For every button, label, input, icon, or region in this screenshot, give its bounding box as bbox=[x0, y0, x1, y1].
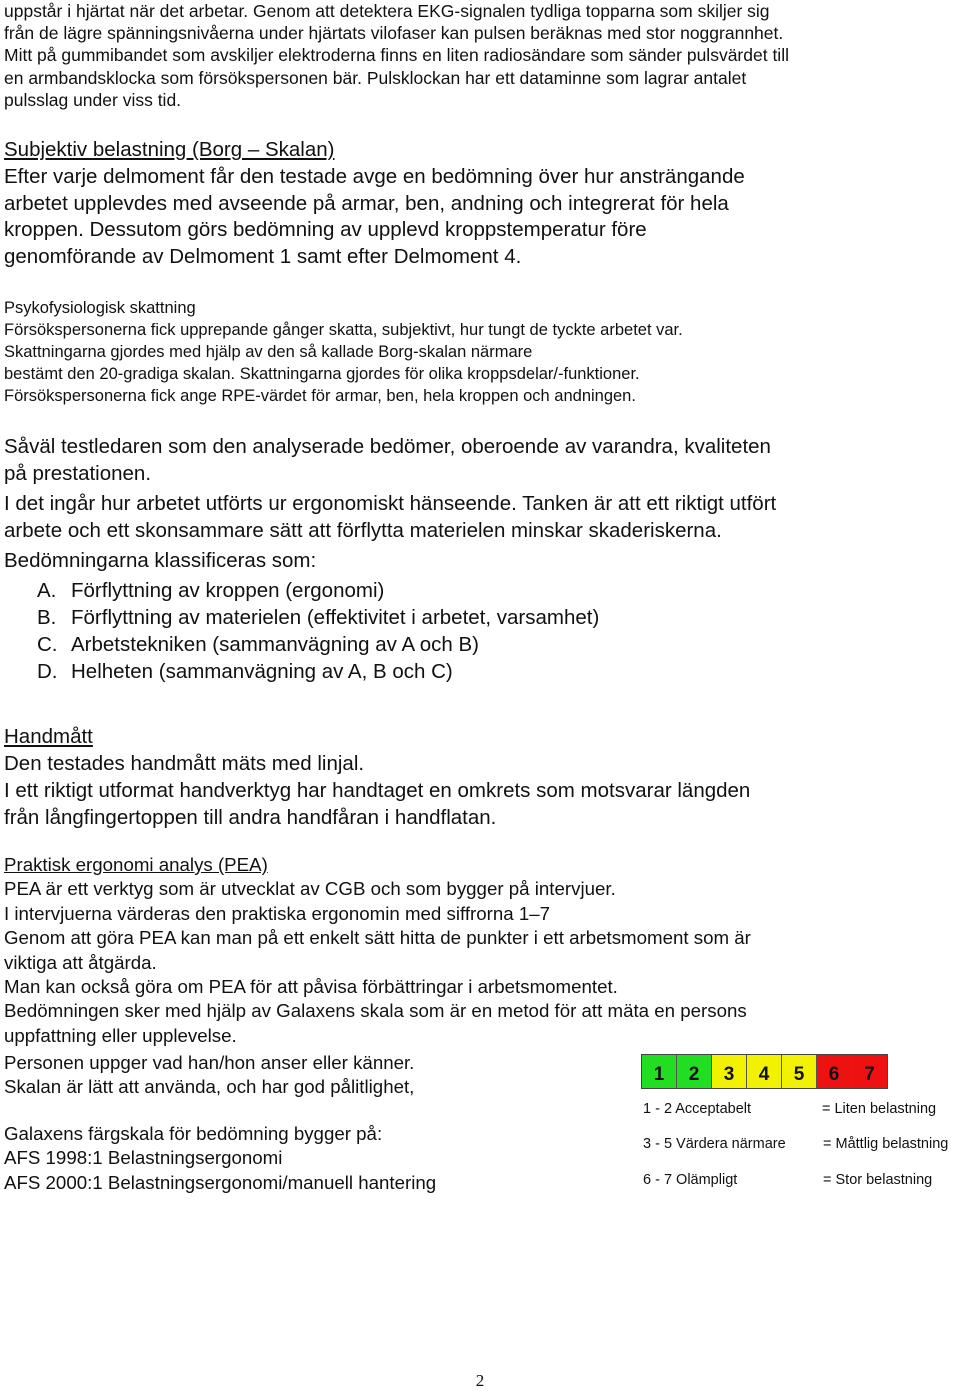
text-line: viktiga att åtgärda. bbox=[4, 951, 157, 973]
scale-cell-4: 4 bbox=[747, 1055, 782, 1088]
list-text: Förflyttning av kroppen (ergonomi) bbox=[71, 579, 385, 602]
borg-heading: Subjektiv belastning (Borg – Skalan) bbox=[4, 138, 335, 161]
scale-cell-2: 2 bbox=[677, 1055, 712, 1088]
page-number: 2 bbox=[475, 1371, 485, 1390]
text-line: uppstår i hjärtat när det arbetar. Genom att detektera EKG-signalen tydliga topparna som skiljer sig bbox=[4, 1, 770, 21]
text-line: genomförande av Delmoment 1 samt efter Delmoment 4. bbox=[4, 245, 522, 269]
pea-section bbox=[4, 853, 751, 1048]
intro-paragraph bbox=[4, 0, 789, 111]
scale-cell-3: 3 bbox=[712, 1055, 747, 1088]
text-line: I ett riktigt utformat handverktyg har handtaget en omkrets som motsvarar längden bbox=[4, 779, 751, 802]
legend-range: 6 - 7 Olämpligt bbox=[643, 1172, 738, 1188]
text-line: uppfattning eller upplevelse. bbox=[4, 1024, 237, 1046]
psyko-heading: Psykofysiologisk skattning bbox=[4, 299, 196, 317]
list-letter: D. bbox=[37, 660, 58, 683]
text-line: en armbandsklocka som försökspersonen bär. Pulsklockan har ett dataminne som lagrar antalet bbox=[4, 67, 747, 88]
text-line: Mitt på gummibandet som avskiljer elektroderna finns en liten radiosändare som sänder pulsvärdet till bbox=[4, 45, 789, 66]
text-line: arbete och ett skonsammare sätt att förflytta materielen minskar skaderiskerna. bbox=[4, 519, 722, 542]
text-line: från de lägre spänningsnivåerna under hjärtats vilofaser kan pulsen beräknas med stor noggrannhet. bbox=[4, 23, 784, 44]
text-line: I intervjuerna värderas den praktiska ergonomin med siffrorna 1–7 bbox=[4, 902, 551, 924]
list-letter: B. bbox=[37, 606, 57, 629]
text-line: pulsslag under viss tid. bbox=[4, 89, 182, 110]
scale-cell-6: 6 bbox=[817, 1055, 852, 1088]
text-line: PEA är ett verktyg som är utvecklat av CGB och som bygger på intervjuer. bbox=[4, 878, 616, 900]
text-line: från långfingertoppen till andra handfåran i handflatan. bbox=[4, 806, 497, 829]
text-line: Såväl testledaren som den analyserade bedömer, oberoende av varandra, kvaliteten bbox=[4, 435, 771, 458]
handmatt-heading: Handmått bbox=[4, 725, 93, 748]
text-line: på prestationen. bbox=[4, 462, 152, 485]
text-line: kroppen. Dessutom görs bedömning av upplevd kroppstemperatur före bbox=[4, 218, 647, 242]
list-letter: A. bbox=[37, 579, 57, 602]
legend-range: 3 - 5 Värdera närmare bbox=[643, 1136, 786, 1152]
text-line: I det ingår hur arbetet utförts ur ergonomiskt hänseende. Tanken är att ett riktigt utfört bbox=[4, 492, 777, 515]
assessment-section bbox=[4, 433, 776, 685]
text-line: AFS 2000:1 Belastningsergonomi/manuell hantering bbox=[4, 1171, 437, 1193]
scale-cell-7: 7 bbox=[852, 1055, 887, 1088]
scale-cell-5: 5 bbox=[782, 1055, 817, 1088]
text-line: Skalan är lätt att använda, och har god pålitlighet, bbox=[4, 1076, 415, 1098]
text-line: Försökspersonerna fick upprepande gånger skatta, subjektivt, hur tungt de tyckte arbetet var. bbox=[4, 321, 683, 339]
psyko-section bbox=[4, 297, 683, 407]
text-line: Man kan också göra om PEA för att påvisa förbättringar i arbetsmomentet. bbox=[4, 976, 618, 998]
borg-section bbox=[4, 137, 745, 271]
list-item bbox=[4, 631, 776, 658]
text-line: Genom att göra PEA kan man på ett enkelt sätt hitta de punkter i ett arbetsmoment som är bbox=[4, 927, 751, 949]
pea-heading: Praktisk ergonomi analys (PEA) bbox=[4, 854, 268, 875]
list-item bbox=[4, 658, 776, 685]
text-line: Personen uppger vad han/hon anser eller känner. bbox=[4, 1052, 415, 1073]
text-line: Försökspersonerna fick ange RPE-värdet för armar, ben, hela kroppen och andningen. bbox=[4, 387, 636, 405]
list-text: Helheten (sammanvägning av A, B och C) bbox=[71, 660, 453, 683]
pea-left-text bbox=[4, 1051, 414, 1100]
text-line: Galaxens färgskala för bedömning bygger på: bbox=[4, 1123, 383, 1144]
list-text: Arbetstekniken (sammanvägning av A och B) bbox=[71, 633, 479, 656]
scale-cell-1: 1 bbox=[642, 1055, 677, 1088]
legend-range: 1 - 2 Acceptabelt bbox=[643, 1101, 752, 1117]
classified-line: Bedömningarna klassificeras som: bbox=[4, 549, 317, 572]
galax-section bbox=[4, 1122, 436, 1195]
text-line: arbetet upplevdes med avseende på armar, ben, andning och integrerat för hela bbox=[4, 191, 729, 215]
text-line: AFS 1998:1 Belastningsergonomi bbox=[4, 1147, 283, 1169]
list-letter: C. bbox=[37, 633, 58, 656]
list-text: Förflyttning av materielen (effektivitet i arbetet, varsamhet) bbox=[71, 606, 600, 629]
legend-load: = Stor belastning bbox=[823, 1172, 933, 1188]
list-item bbox=[4, 577, 776, 604]
handmatt-section bbox=[4, 723, 750, 831]
galax-color-scale bbox=[641, 1054, 888, 1089]
text-line: Skattningarna gjordes med hjälp av den så kallade Borg-skalan närmare bbox=[4, 343, 533, 361]
assessment-list bbox=[4, 577, 776, 685]
list-item bbox=[4, 604, 776, 631]
legend-load: = Måttlig belastning bbox=[823, 1136, 949, 1152]
text-line: Efter varje delmoment får den testade avge en bedömning över hur ansträngande bbox=[4, 164, 745, 188]
text-line: Bedömningen sker med hjälp av Galaxens skala som är en metod för att mäta en persons bbox=[4, 1000, 747, 1022]
text-line: Den testades handmått mäts med linjal. bbox=[4, 752, 365, 775]
text-line: bestämt den 20-gradiga skalan. Skattningarna gjordes för olika kroppsdelar/-funktioner. bbox=[4, 365, 640, 383]
legend-load: = Liten belastning bbox=[822, 1101, 937, 1117]
